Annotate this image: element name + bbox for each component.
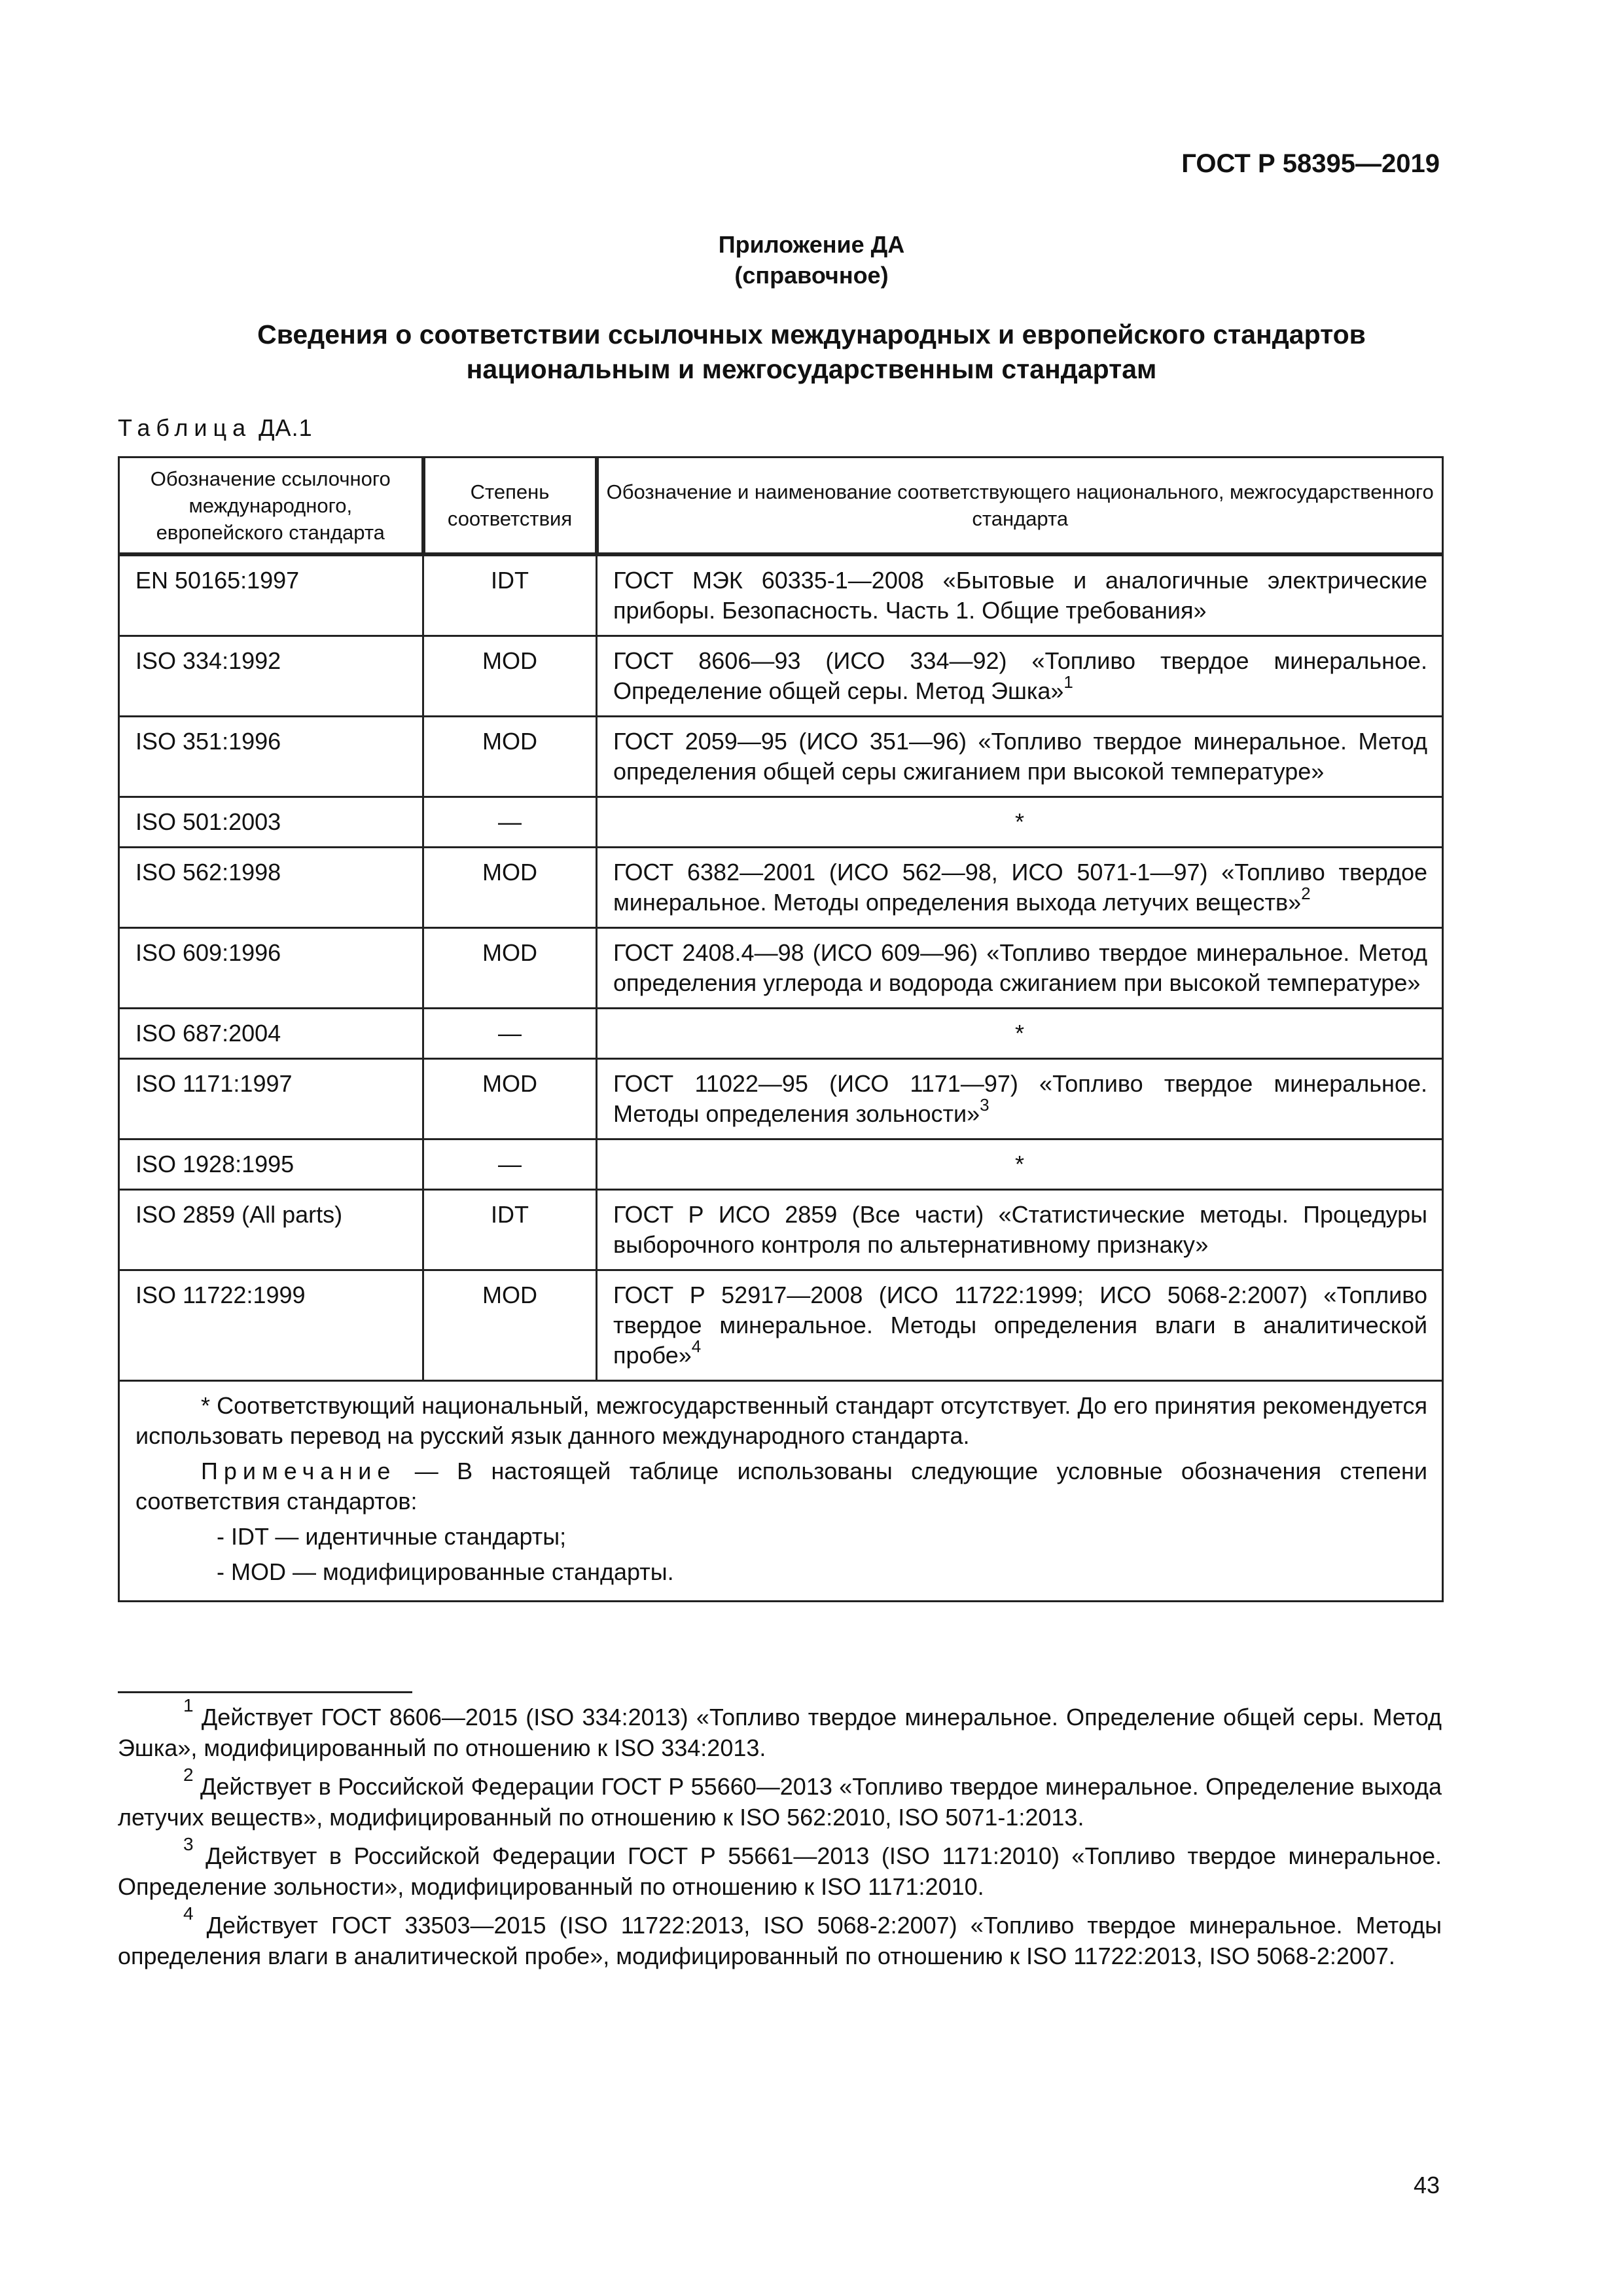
footnote: [118, 1903, 1442, 1971]
degree-cell: IDT: [423, 1190, 597, 1270]
reference-standard-cell: ISO 501:2003: [119, 797, 423, 848]
section-title: [0, 317, 1623, 387]
footnote-text: Действует ГОСТ 33503—2015 (ISO 11722:2013, ISO 5068-2:2007) «Топливо твердое минеральное. Методы определения влаги в аналитической пробе», модифицированный по отношению к ISO 11722:2013, ISO 5068-2:2007.: [118, 1912, 1442, 1969]
table-header-row: [119, 457, 1443, 555]
table-row: [119, 1059, 1443, 1139]
page-number: 43: [1413, 2172, 1440, 2198]
degree-cell: MOD: [423, 717, 597, 797]
table-row: [119, 928, 1443, 1009]
table-note: [135, 1456, 1427, 1516]
footnote-divider: [118, 1691, 412, 1693]
footnotes: [118, 1695, 1442, 1979]
table-caption: [118, 414, 313, 442]
national-standard-cell: [597, 1270, 1443, 1381]
degree-cell: MOD: [423, 1059, 597, 1139]
degree-cell: MOD: [423, 636, 597, 717]
header-national-standard: Обозначение и наименование соответствующего национального, межгосударственного стандарта: [597, 457, 1443, 555]
reference-standard-cell: ISO 609:1996: [119, 928, 423, 1009]
degree-cell: —: [423, 1009, 597, 1059]
note-text: — В настоящей таблице использованы следующие условные обозначения степени соответствия стандартов:: [135, 1458, 1427, 1515]
appendix-type: (справочное): [734, 262, 889, 289]
section-title-line-1: Сведения о соответствии ссылочных международных и европейского стандартов: [257, 319, 1366, 350]
header-reference-standard: Обозначение ссылочного международного, европейского стандарта: [119, 457, 423, 555]
table-row: [119, 1190, 1443, 1270]
table-row: [119, 848, 1443, 928]
reference-standard-cell: EN 50165:1997: [119, 554, 423, 636]
national-standard-cell: [597, 848, 1443, 928]
reference-standard-cell: ISO 2859 (All parts): [119, 1190, 423, 1270]
degree-cell: IDT: [423, 554, 597, 636]
national-standard-text: ГОСТ 8606—93 (ИСО 334—92) «Топливо твердое минеральное. Определение общей серы. Метод Эшка»: [613, 647, 1427, 704]
national-standard-cell: *: [597, 797, 1443, 848]
appendix-title: Приложение ДА: [718, 231, 905, 258]
footnote-number: 1: [183, 1695, 194, 1715]
footnote-number: 3: [183, 1834, 194, 1854]
table-row: [119, 797, 1443, 848]
note-item-idt: - IDT — идентичные стандарты;: [217, 1523, 567, 1550]
table-notes: [119, 1381, 1443, 1602]
header-degree: Степень соответствия: [423, 457, 597, 555]
national-standard-cell: [597, 554, 1443, 636]
footnote-ref: 4: [691, 1336, 702, 1356]
national-standard-cell: [597, 717, 1443, 797]
national-standard-cell: [597, 1190, 1443, 1270]
national-standard-cell: [597, 1059, 1443, 1139]
degree-cell: —: [423, 797, 597, 848]
national-standard-text: ГОСТ Р ИСО 2859 (Все части) «Статистические методы. Процедуры выборочного контроля по альтернативному признаку»: [613, 1201, 1427, 1258]
table-row: [119, 1139, 1443, 1190]
footnote-number: 4: [183, 1903, 194, 1924]
reference-standard-cell: ISO 11722:1999: [119, 1270, 423, 1381]
standards-correspondence-table: [118, 456, 1444, 1602]
appendix-heading: [0, 229, 1623, 291]
reference-standard-cell: ISO 334:1992: [119, 636, 423, 717]
note-item-mod: - MOD — модифицированные стандарты.: [217, 1558, 674, 1585]
national-standard-text: ГОСТ Р 52917—2008 (ИСО 11722:1999; ИСО 5068-2:2007) «Топливо твердое минеральное. Методы определения влаги в аналитической пробе»: [613, 1282, 1427, 1369]
footnote-text: Действует в Российской Федерации ГОСТ Р 55661—2013 (ISO 1171:2010) «Топливо твердое минеральное. Определение зольности», модифицированный по отношению к ISO 1171:2010.: [118, 1842, 1442, 1900]
national-standard-cell: [597, 928, 1443, 1009]
star-note: * Соответствующий национальный, межгосударственный стандарт отсутствует. До его принятия рекомендуется использовать перевод на русский язык данного международного стандарта.: [135, 1392, 1427, 1449]
footnote-ref: 2: [1301, 884, 1311, 903]
reference-standard-cell: ISO 687:2004: [119, 1009, 423, 1059]
national-standard-text: ГОСТ МЭК 60335-1—2008 «Бытовые и аналогичные электрические приборы. Безопасность. Часть 1. Общие требования»: [613, 567, 1427, 624]
national-standard-cell: *: [597, 1139, 1443, 1190]
table-notes-row: [119, 1381, 1443, 1602]
table-row: [119, 554, 1443, 636]
national-standard-text: ГОСТ 2408.4—98 (ИСО 609—96) «Топливо твердое минеральное. Метод определения углерода и водорода сжиганием при высокой температуре»: [613, 939, 1427, 996]
table-row: [119, 1270, 1443, 1381]
table-row: [119, 717, 1443, 797]
national-standard-cell: *: [597, 1009, 1443, 1059]
reference-standard-cell: ISO 351:1996: [119, 717, 423, 797]
national-standard-cell: [597, 636, 1443, 717]
national-standard-text: ГОСТ 6382—2001 (ИСО 562—98, ИСО 5071-1—97) «Топливо твердое минеральное. Методы определения выхода летучих веществ»: [613, 859, 1427, 916]
footnote-text: Действует ГОСТ 8606—2015 (ISO 334:2013) «Топливо твердое минеральное. Определение общей серы. Метод Эшка», модифицированный по отношению к ISO 334:2013.: [118, 1704, 1442, 1761]
national-standard-text: ГОСТ 2059—95 (ИСО 351—96) «Топливо твердое минеральное. Метод определения общей серы сжиганием при высокой температуре»: [613, 728, 1427, 785]
section-title-line-2: национальным и межгосударственным стандартам: [466, 354, 1157, 384]
footnote: [118, 1834, 1442, 1902]
table-row: [119, 636, 1443, 717]
degree-cell: —: [423, 1139, 597, 1190]
table-caption-word: Таблица: [118, 414, 252, 441]
footnote-ref: 1: [1063, 672, 1073, 692]
table-caption-number: ДА.1: [259, 414, 313, 441]
national-standard-text: ГОСТ 11022—95 (ИСО 1171—97) «Топливо твердое минеральное. Методы определения зольности»: [613, 1070, 1427, 1127]
footnote-number: 2: [183, 1765, 194, 1785]
degree-cell: MOD: [423, 848, 597, 928]
footnote: [118, 1765, 1442, 1833]
note-label: Примечание: [201, 1458, 397, 1484]
footnote-text: Действует в Российской Федерации ГОСТ Р 55660—2013 «Топливо твердое минеральное. Определение выхода летучих веществ», модифицированный по отношению к ISO 562:2010, ISO 5071-1:2013.: [118, 1773, 1442, 1831]
reference-standard-cell: ISO 562:1998: [119, 848, 423, 928]
degree-cell: MOD: [423, 1270, 597, 1381]
footnote: [118, 1695, 1442, 1763]
reference-standard-cell: ISO 1928:1995: [119, 1139, 423, 1190]
reference-standard-cell: ISO 1171:1997: [119, 1059, 423, 1139]
footnote-ref: 3: [980, 1095, 990, 1115]
degree-cell: MOD: [423, 928, 597, 1009]
document-code: ГОСТ Р 58395—2019: [1181, 149, 1440, 178]
table-row: [119, 1009, 1443, 1059]
